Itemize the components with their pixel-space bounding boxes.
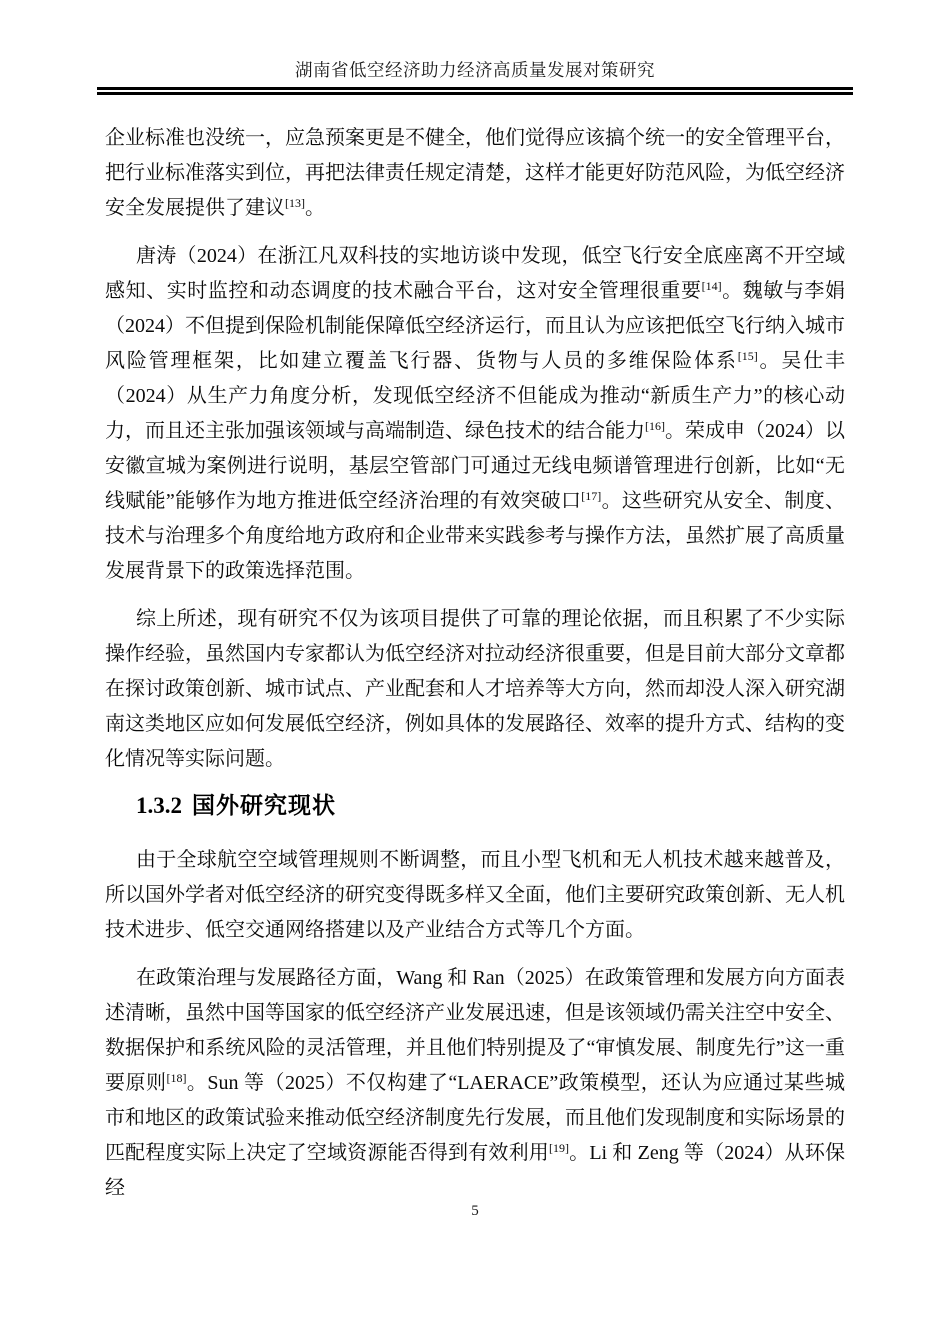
citation-reference: [14] (701, 278, 722, 293)
citation-reference: [16] (645, 418, 665, 433)
citation-reference: [19] (548, 1140, 569, 1155)
citation-reference: [17] (581, 488, 602, 503)
section-number: 1.3.2 (136, 792, 182, 818)
citation-reference: [18] (166, 1070, 187, 1085)
body-paragraph: 由于全球航空空域管理规则不断调整，而且小型飞机和无人机技术越来越普及，所以国外学者对低空经济的研究变得既多样又全面，他们主要研究政策创新、无人机技术进步、低空交通网络搭建以及产业结合方式等几个方面。 (105, 848, 845, 941)
citation-reference: [15] (737, 348, 758, 363)
header-double-rule (97, 87, 853, 95)
body-paragraph: 唐涛（2024）在浙江凡双科技的实地访谈中发现，低空飞行安全底座离不开空域感知、实时监控和动态调度的技术融合平台，这对安全管理很重要[14]。魏敏与李娟（2024）不但提到保险机制能保障低空经济运行，而且认为应该把低空飞行纳入城市风险管理框架，比如建立覆盖飞行器、货物与人员的多维保险体系[15]。吴仕丰（2024）从生产力角度分析，发现低空经济不但能成为推动“新质生产力”的核心动力，而且还主张加强该领域与高端制造、绿色技术的结合能力[16]。荣成申（2024）以安徽宣城为案例进行说明，基层空管部门可通过无线电频谱管理进行创新，比如“无线赋能”能够作为地方推进低空经济治理的有效突破口[17]。这些研究从安全、制度、技术与治理多个角度给地方政府和企业带来实践参考与操作方法，虽然扩展了高质量发展背景下的政策选择范围。 (105, 244, 846, 582)
section-title: 国外研究现状 (192, 791, 336, 818)
page-footer (0, 1203, 950, 1220)
page-number: 5 (471, 1203, 479, 1219)
page-header (105, 0, 845, 95)
running-head-title: 湖南省低空经济助力经济高质量发展对策研究 (295, 60, 655, 80)
body-paragraph: 企业标准也没统一，应急预案更是不健全，他们觉得应该搞个统一的安全管理平台，把行业标准落实到位，再把法律责任规定清楚，这样才能更好防范风险，为低空经济安全发展提供了建议[13]。 (105, 126, 845, 219)
section-heading (136, 790, 845, 821)
body-paragraph: 在政策治理与发展路径方面，Wang 和 Ran（2025）在政策管理和发展方向方面表述清晰，虽然中国等国家的低空经济产业发展迅速，但是该领域仍需关注空中安全、数据保护和系统风险的灵活管理，并且他们特别提及了“审慎发展、制度先行”这一重要原则[18]。Sun 等（2025）不仅构建了“LAERACE”政策模型，还认为应通过某些城市和地区的政策试验来推动低空经济制度先行发展，而且他们发现制度和实际场景的匹配程度实际上决定了空域资源能否得到有效利用[19]。Li 和 Zeng 等（2024）从环保经 (105, 966, 846, 1199)
page-content (105, 0, 845, 1206)
body-paragraph: 综上所述，现有研究不仅为该项目提供了可靠的理论依据，而且积累了不少实际操作经验，虽然国内专家都认为低空经济对拉动经济很重要，但是目前大部分文章都在探讨政策创新、城市试点、产业配套和人才培养等大方向，然而却没人深入研究湖南这类地区应如何发展低空经济，例如具体的发展路径、效率的提升方式、结构的变化情况等实际问题。 (105, 607, 845, 770)
document-body (105, 95, 845, 1206)
citation-reference: [13] (285, 195, 305, 210)
